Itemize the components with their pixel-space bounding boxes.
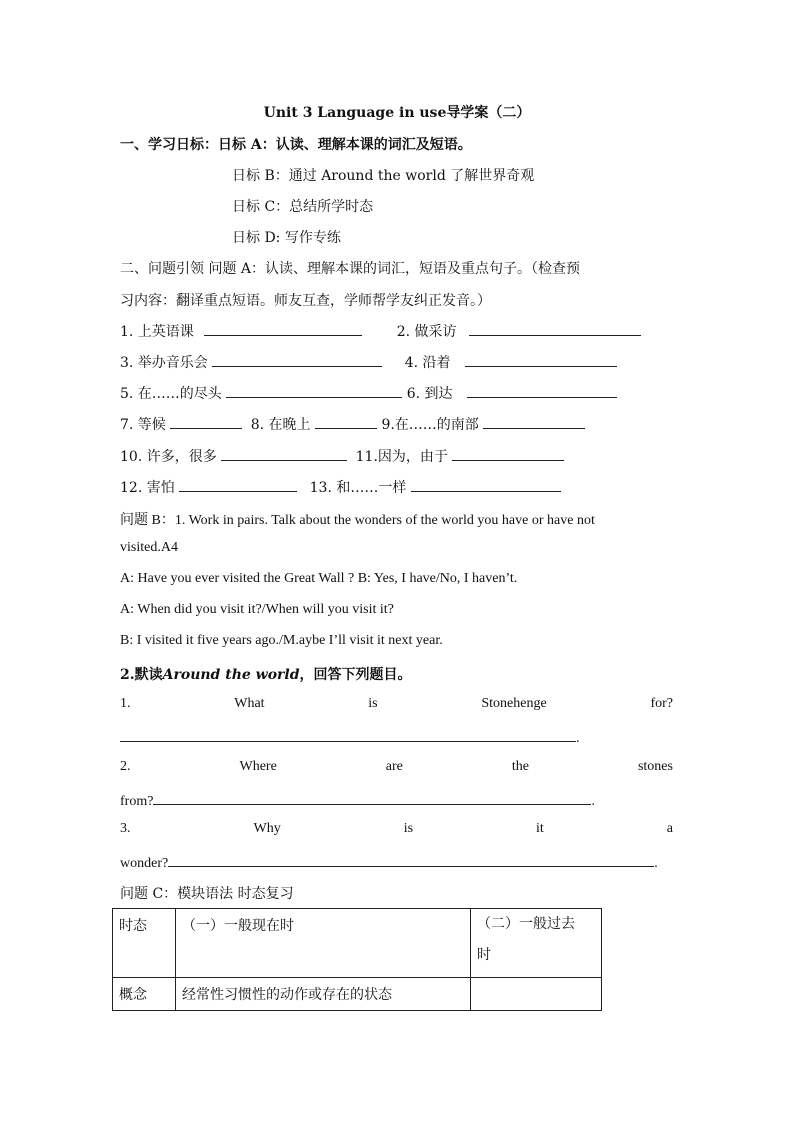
goal-d: 日标 D: 写作专练 — [232, 230, 341, 246]
q1-word: Stonehenge — [481, 696, 547, 711]
q2-word: the — [511, 759, 529, 774]
q2-word: stones — [637, 759, 673, 774]
phrase-1: 1. 上英语课 — [120, 324, 194, 340]
q2-end: . — [591, 794, 595, 809]
question-2-answer — [120, 790, 595, 810]
header-tense: 时态 — [113, 909, 176, 978]
question-3-line — [120, 821, 673, 837]
question-c-heading: 问题 C：模块语法 时态复习 — [120, 886, 294, 902]
q2-cont: from? — [120, 794, 154, 809]
phrase-5: 5. 在……的尽头 — [120, 386, 222, 402]
guide-line-1: 二、问题引领 问题 A：认读、理解本课的词汇，短语及重点句子。（检查预 — [120, 261, 581, 277]
answer-blank-1[interactable] — [204, 321, 362, 336]
q2-word: 2. — [120, 759, 131, 774]
q1-word: 1. — [120, 696, 131, 711]
goal-a: 日标 A：认读、理解本课的词汇及短语。 — [218, 137, 472, 153]
answer-blank-2[interactable] — [469, 321, 641, 336]
answer-blank-q2[interactable] — [153, 790, 591, 805]
q3-word: is — [403, 821, 414, 836]
phrase-3: 3. 举办音乐会 — [120, 355, 208, 371]
goals-line — [120, 134, 472, 154]
header-past-simple-line-1: （二）一般过去 — [477, 916, 575, 932]
question-1-line — [120, 696, 673, 712]
q3-word: a — [666, 821, 673, 836]
phrase-row-5 — [120, 446, 564, 466]
q3-cont: wonder? — [120, 856, 169, 871]
goal-c: 日标 C：总结所学时态 — [232, 199, 374, 215]
question-3-answer — [120, 852, 658, 872]
phrase-row-6 — [120, 477, 561, 497]
reading-prefix: 2.默读 — [120, 667, 163, 683]
reading-suffix: ，回答下列题目。 — [299, 667, 412, 683]
answer-blank-q3[interactable] — [168, 852, 654, 867]
q2-word: Where — [239, 759, 277, 774]
phrase-9: 9.在……的南部 — [381, 417, 479, 433]
phrase-10: 10. 许多，很多 — [120, 449, 217, 465]
question-b-line-1: 问题 B：1. Work in pairs. Talk about the wonders of the world you have or have not — [120, 513, 595, 528]
tense-table — [112, 908, 602, 1011]
q1-word: is — [368, 696, 378, 711]
q1-word: What — [234, 696, 265, 711]
table-row — [113, 909, 602, 978]
phrase-7: 7. 等候 — [120, 417, 166, 433]
reading-instruction — [120, 664, 412, 684]
phrase-6: 6. 到达 — [406, 386, 453, 402]
answer-blank-10[interactable] — [221, 446, 347, 461]
phrase-row-3 — [120, 383, 617, 403]
phrase-4: 4. 沿着 — [404, 355, 451, 371]
answer-blank-8[interactable] — [315, 414, 377, 429]
table-row — [113, 978, 602, 1011]
header-past-simple — [471, 909, 602, 978]
answer-blank-3[interactable] — [212, 352, 382, 367]
q1-word: for? — [650, 696, 673, 711]
phrase-12: 12. 害怕 — [120, 480, 175, 496]
phrase-row-4 — [120, 414, 585, 434]
q3-word: 3. — [120, 821, 131, 836]
guide-line-2: 习内容：翻译重点短语。师友互查，学师帮学友纠正发音。） — [120, 293, 491, 309]
concept-past[interactable] — [471, 978, 602, 1011]
q2-word: are — [385, 759, 403, 774]
answer-blank-12[interactable] — [179, 477, 297, 492]
page-title: Unit 3 Language in use导学案（二） — [263, 105, 531, 121]
phrase-8: 8. 在晚上 — [250, 417, 311, 433]
answer-blank-13[interactable] — [411, 477, 561, 492]
q3-word: Why — [253, 821, 281, 836]
phrase-11: 11.因为，由于 — [355, 449, 448, 465]
reading-title: Around the world — [162, 667, 300, 683]
row-label-concept: 概念 — [113, 978, 176, 1011]
dialog-line-2: A: When did you visit it?/When will you visit it? — [120, 602, 394, 617]
concept-present: 经常性习惯性的动作或存在的状态 — [176, 978, 471, 1011]
question-2-line — [120, 759, 673, 775]
dialog-line-1: A: Have you ever visited the Great Wall ? B: Yes, I have/No, I haven’t. — [120, 571, 518, 586]
header-present-simple: （一）一般现在时 — [176, 909, 471, 978]
answer-blank-7[interactable] — [170, 414, 242, 429]
goal-b: 日标 B：通过 Around the world 了解世界奇观 — [232, 168, 535, 184]
answer-blank-9[interactable] — [483, 414, 585, 429]
phrase-2: 2. 做采访 — [396, 324, 457, 340]
answer-blank-5[interactable] — [226, 383, 402, 398]
goals-heading: 一、学习日标： — [120, 137, 218, 153]
q3-word: it — [536, 821, 544, 836]
q1-end: . — [576, 731, 580, 746]
phrase-13: 13. 和……一样 — [309, 480, 407, 496]
q3-end: . — [654, 856, 658, 871]
answer-blank-q1[interactable] — [120, 727, 576, 742]
phrase-row-2 — [120, 352, 617, 372]
question-1-answer — [120, 727, 580, 747]
header-past-simple-line-2: 时 — [477, 947, 491, 963]
answer-blank-11[interactable] — [452, 446, 564, 461]
question-b-line-2: visited.A4 — [120, 540, 178, 555]
answer-blank-6[interactable] — [467, 383, 617, 398]
dialog-line-3: B: I visited it five years ago./M.aybe I’ll visit it next year. — [120, 633, 443, 648]
answer-blank-4[interactable] — [465, 352, 617, 367]
phrase-row-1 — [120, 321, 641, 341]
